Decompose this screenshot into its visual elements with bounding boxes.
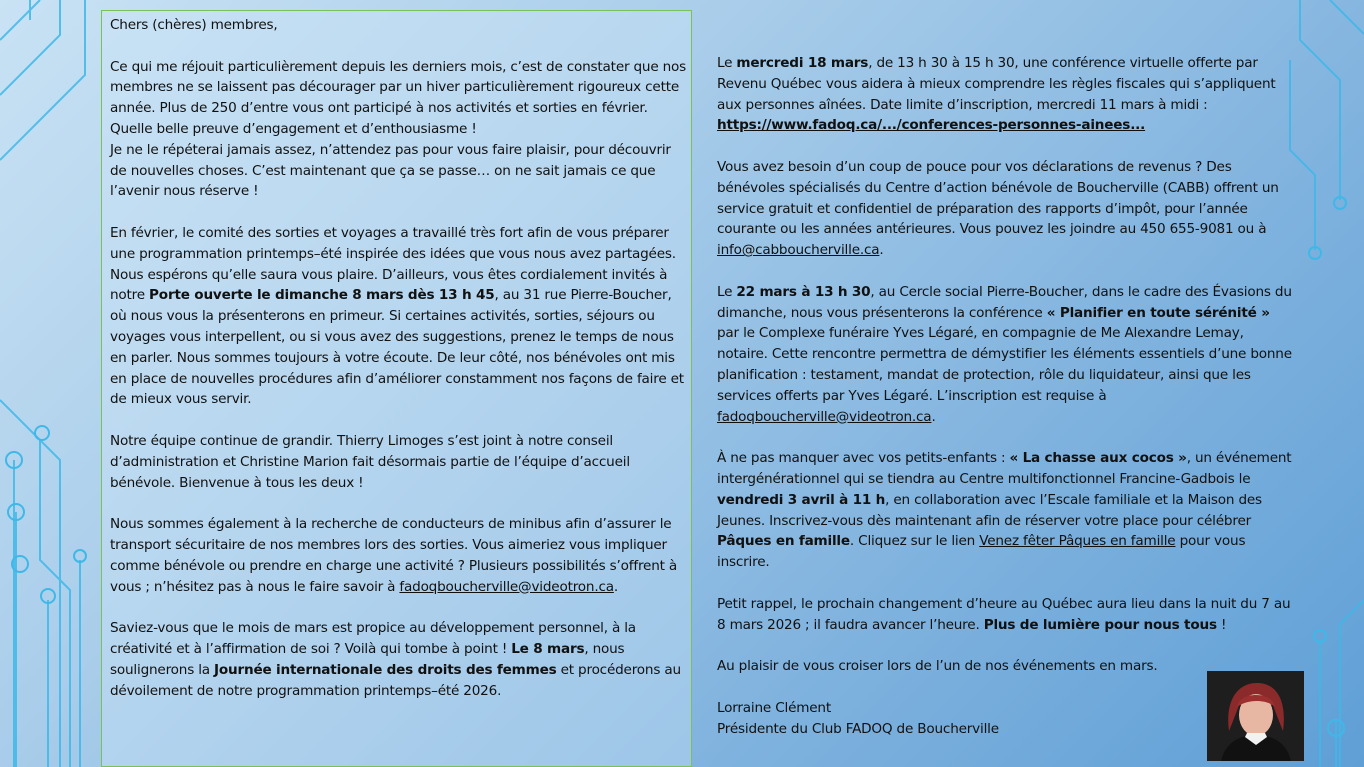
president-photo [1207,671,1304,761]
greeting: Chers (chères) membres, [110,17,278,33]
highlight: Journée internationale des droits des femmes [214,661,557,678]
easter-registration-link[interactable]: Venez fêter Pâques en famille [979,533,1176,550]
paragraph-time-change [717,594,1293,636]
text: , un événement intergénérationnel qui se tiendra au Centre multifonctionnel Francine-Gadbois le [717,450,1292,487]
highlight: 22 mars à 13 h 30 [736,283,871,300]
text: En février, le comité des sorties et voyages a travaillé très fort afin de vous préparer une programmation printemps–été inspirée des idées que vous nous avez partagées. Nous espérons qu’elle saura vous plaire. D’ailleurs, vous êtes cordialement invités à notre [110,224,676,304]
text: . [613,578,618,595]
text: À ne pas manquer avec vos petits-enfants : [717,450,1010,467]
highlight: vendredi 3 avril à 11 h [717,491,886,508]
text: par le Complexe funéraire Yves Légaré, en compagnie de Me Alexandre Lemay, notaire. Cette rencontre permettra de démystifier les éléments essentiels d’une bonne planification : testament, mandat de protection, rôle du liquidateur, ainsi que les services offerts par Yves Légaré. L’inscription est requise à [717,325,1292,404]
text: Saviez-vous que le mois de mars est propice au développement personnel, à la créativité et à l’affirmation de soi ? Voilà qui tombe à point ! [110,620,636,657]
highlight: mercredi 18 mars [736,55,869,71]
paragraph-tax-help [717,157,1293,261]
highlight: « La chasse aux cocos » [1009,450,1187,467]
text: . [879,242,884,259]
paragraph-easter [717,448,1293,573]
cabb-email-link[interactable]: info@cabboucherville.ca [717,242,880,259]
left-column [110,15,688,722]
paragraph-intro: Ce qui me réjouit particulièrement depuis les derniers mois, c’est de constater que nos membres ne se laissent pas décourager par un hiver particulièrement rigoureux cette année. Plus de 250 d’entre vous ont participé à nos activités et sorties en février. Quelle belle preuve d’engagement et d’enthousiasme ! [110,58,687,137]
portrait-image [1207,671,1304,761]
text: , en collaboration avec l’Escale familiale et la Maison des Jeunes. Inscrivez-vous dès maintenant afin de réserver votre place pour célébrer [717,491,1262,529]
open-house-highlight: Porte ouverte le dimanche 8 mars dès 13 h 45 [149,287,495,304]
highlight: Le 8 mars [511,640,585,657]
paragraph-encouragement: Je ne le répéterai jamais assez, n’attendez pas pour vous faire plaisir, pour découvrir de nouvelles choses. C’est maintenant que ça se passe… on ne sait jamais ce que l’avenir nous réserve ! [110,141,671,200]
email-link[interactable]: fadoqboucherville@videotron.ca [717,408,932,425]
paragraph-planning-conference [717,282,1293,428]
right-column [717,53,1293,739]
text: Petit rappel, le prochain changement d’heure au Québec aura lieu dans la nuit du 7 au 8 mars 2026 ; il faudra avancer l’heure. [717,595,1291,633]
paragraph-womens-day [110,618,688,701]
text: , au Cercle social Pierre-Boucher, dans le cadre des Évasions du dimanche, nous vous présenterons la conférence [717,283,1292,321]
text: et procéderons au dévoilement de notre programmation printemps–été 2026. [110,661,681,699]
text: , nous soulignerons la [110,640,625,678]
conference-link[interactable]: https://www.fadoq.ca/.../conferences-personnes-ainees... [717,117,1146,134]
signature-title: Présidente du Club FADOQ de Boucherville [717,720,999,737]
text: pour vous inscrire. [717,533,1246,571]
text: Vous avez besoin d’un coup de pouce pour vos déclarations de revenus ? Des bénévoles spécialisés du Centre d’action bénévole de Boucherville (CABB) offrent un service gratuit et confidentiel de préparation des rapports d’impôt, pour l’année courante ou les années antérieures. Vous pouvez les joindre au 450 655-9081 ou à [717,158,1279,238]
text: . [931,408,936,425]
text: , au 31 rue Pierre-Boucher, où nous vous la présenterons en primeur. Si certaines activités, sorties, séjours ou voyages vous interpellent, ou si vous avez des suggestions, prenez le temps de nous en parler. Nous sommes toujours à votre écoute. De leur côté, nos bénévoles ont mis en place de nouvelles procédures afin d’améliorer constamment nos façons de faire et de mieux vous servir. [110,287,684,408]
signature-name: Lorraine Clément [717,699,831,716]
highlight: Pâques en famille [717,533,850,550]
paragraph-team: Notre équipe continue de grandir. Thierry Limoges s’est joint à notre conseil d’administration et Christine Marion fait désormais partie de l’équipe d’accueil bénévole. Bienvenue à tous les deux ! [110,432,630,491]
paragraph-volunteers [110,514,688,597]
paragraph-closing: Au plaisir de vous croiser lors de l’un de nos événements en mars. [717,658,1158,675]
paragraph-outings [110,223,688,410]
text: Nous sommes également à la recherche de conducteurs de minibus afin d’assurer le transport sécuritaire de nos membres lors des sorties. Vous aimeriez vous impliquer comme bénévole ou prendre en charge une activité ? Plusieurs possibilités s’offrent à vous ; n’hésitez pas à nous le faire savoir à [110,516,677,595]
text: Le [717,55,737,71]
highlight: « Planifier en toute sérénité » [1046,304,1270,321]
text: . Cliquez sur le lien [849,533,980,550]
text: Le [717,283,737,300]
text: ! [1216,616,1227,633]
email-link[interactable]: fadoqboucherville@videotron.ca [399,578,614,595]
paragraph-conference [717,53,1293,136]
highlight: Plus de lumière pour nous tous [983,616,1217,633]
text: , de 13 h 30 à 15 h 30, une conférence virtuelle offerte par Revenu Québec vous aidera à mieux comprendre les règles fiscales qui s’appliquent aux personnes aînées. Date limite d’inscription, mercredi 11 mars à midi : [717,55,1276,113]
